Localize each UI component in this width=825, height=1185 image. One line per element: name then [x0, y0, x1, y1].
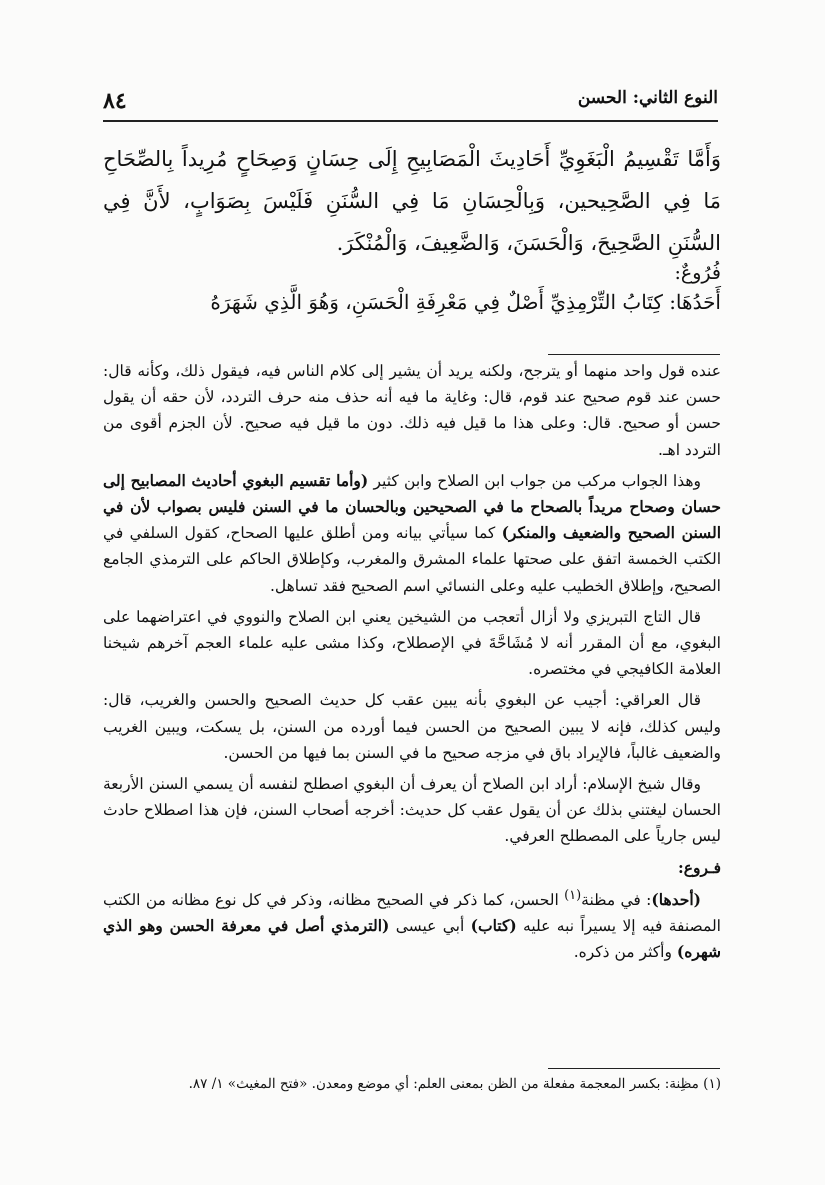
header-rule: [103, 120, 718, 122]
matn-furu-heading: فُرُوعٌ:: [674, 262, 721, 284]
commentary-paragraph: [103, 468, 721, 599]
footnote-divider: [548, 1068, 720, 1069]
commentary-paragraph: [103, 883, 721, 966]
commentary-furu-title: فـروع:: [678, 857, 721, 877]
matn-furu-first: أَحَدُهَا: كِتَابُ التِّرْمِذِيِّ أَصْلٌ فِي مَعْرِفَةِ الْحَسَنِ، وَهُوَ الَّذِي شَهَرَهُ: [210, 290, 721, 314]
quoted-matn: (الترمذي أصل في معرفة الحسن وهو الذي شهره): [103, 916, 721, 962]
footnote: (١) مظِنة: بكسر المعجمة مفعلة من الظن بمعنى العلم: أي موضع ومعدن. «فتح المغيث» ١/ ٨٧.: [188, 1076, 721, 1092]
quoted-matn: (أحدها): [651, 890, 701, 910]
commentary: [103, 358, 721, 971]
commentary-text: وأكثر من ذكره.: [573, 943, 677, 962]
section-divider: [548, 354, 720, 355]
commentary-paragraph: قال العراقي: أجيب عن البغوي بأنه يبين عقب كل حديث الصحيح والحسن والغريب، قال: وليس كذلك، فإنه لا يبين الصحيح من الحسن فيما أورده من السنن، بل يسكت، ويبين الغريب والضعيف غالباً، فالإيراد باق في مزجه صحيح ما في السنن بما فيها من الحسن.: [103, 691, 721, 762]
running-title: النوع الثاني: الحسن: [577, 88, 718, 108]
matn-text: وَأَمَّا تَقْسِيمُ الْبَغَوِيِّ أَحَادِيثَ الْمَصَابِيحِ إِلَى حِسَانٍ وَصِحَاحٍ مُرِيداً بِالصِّحَاحِ مَا فِي الصَّحِيحين، وَبِالْحِسَانِ مَا فِي السُّنَنِ فَلَيْسَ بِصَوَابٍ، لأَنَّ فِي السُّنَنِ الصَّحِيحَ، وَالْحَسَنَ، وَالضَّعِيفَ، وَالْمُنْكَرَ.: [103, 147, 721, 255]
page-number: ٨٤: [103, 88, 127, 114]
commentary-paragraph: عنده قول واحد منهما أو يترجح، ولكنه يريد أن يشير إلى كلام الناس فيه، فيقول ذلك، وكأنه قال: حسن عند قوم صحيح عند قوم، قال: وغاية ما فيه أنه حذف منه حرف التردد، لأن حقه أن يقول حسن أو صحيح. قال: وعلى هذا ما قيل فيه ذلك. دون ما قيل فيه صحيح. لأن الجزم أقوى من التردد اهـ.: [103, 362, 721, 459]
commentary-text: : في مظنة: [581, 891, 652, 910]
page-header: [103, 88, 718, 114]
quoted-matn: (كتاب): [470, 916, 517, 936]
commentary-paragraph: وقال شيخ الإسلام: أراد ابن الصلاح أن يعرف أن البغوي اصطلح لنفسه أن يسمي السنن الأربعة الحسان ليغتني بذلك عن أن يقول عقب كل حديث: أخرجه أصحاب السنن، فإن هذا اصطلاح حادث ليس جارياً على المصطلح العرفي.: [103, 775, 721, 846]
commentary-text: الحسن، كما ذكر في الصحيح مظانه، وذكر في كل نوع مظانه من الكتب المصنفة فيه إلا يسيراً نبه عليه: [103, 891, 721, 936]
commentary-paragraph: قال التاج التبريزي ولا أزال أتعجب من الشيخين يعني ابن الصلاح والنووي في اعتراضهما على البغوي، مع أن المقرر أنه لا مُشَاحَّةَ في الإصطلاح، وكذا مشى عليه علماء العجم آخرهم شيخنا العلامة الكافيجي في مختصره.: [103, 607, 721, 679]
footnote-reference: (١): [564, 887, 582, 903]
commentary-text: كما سيأتي بيانه ومن أطلق عليها الصحاح، كقول السلفي في الكتب الخمسة اتفق على صحتها علماء المشرق والمغرب، وكإطلاق الحاكم على الترمذي الجامع الصحيح، وإطلاق الخطيب عليه وعلى النسائي اسم الصحيح فقد تساهل.: [103, 524, 721, 595]
commentary-text: أبي عيسى: [389, 917, 471, 936]
quoted-matn: (وأما تقسيم البغوي أحاديث المصابيح إلى حسان وصحاح مريداً بالصحاح ما في الصحيحين وبالحسان ما في السنن فليس بصواب لأن في السنن الصحيح والضعيف والمنكر): [103, 470, 721, 543]
commentary-text: وهذا الجواب مركب من جواب ابن الصلاح وابن كثير: [368, 471, 702, 490]
